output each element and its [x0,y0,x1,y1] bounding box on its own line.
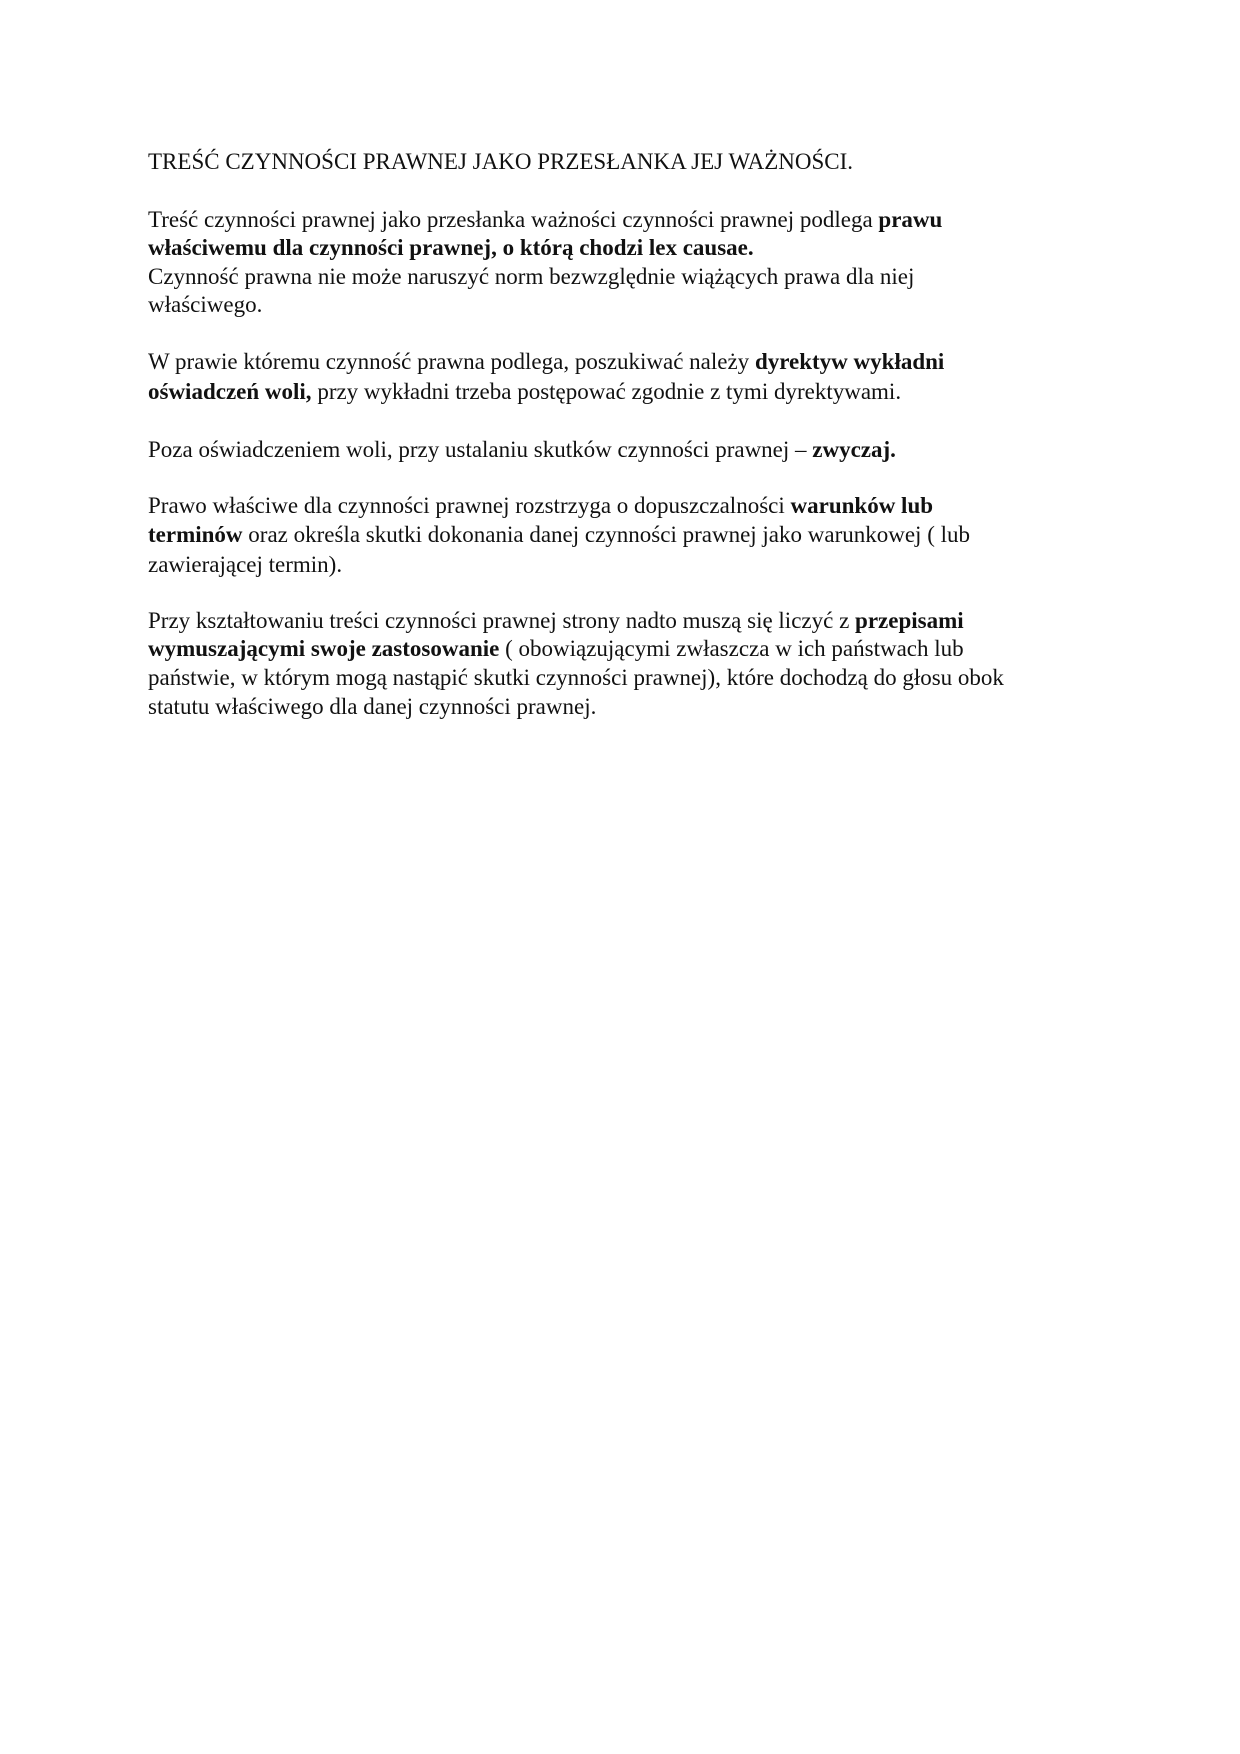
text: Przy kształtowaniu treści czynności prawnej strony nadto muszą się liczyć z [148,608,856,633]
bold-text: terminów [148,522,243,547]
text: Prawo właściwe dla czynności prawnej rozstrzyga o dopuszczalności [148,493,791,518]
text: Poza oświadczeniem woli, przy ustalaniu skutków czynności prawnej – [148,437,813,462]
bold-text: wymuszającymi swoje zastosowanie [148,636,500,661]
text-line [148,436,896,464]
text-line [148,521,970,549]
text-line [148,693,596,721]
text: oraz określa skutki dokonania danej czynności prawnej jako warunkowej ( lub [242,522,970,547]
bold-text: prawu [878,207,943,232]
text-line [148,263,914,291]
text: Treść czynności prawnej jako przesłanka ważności czynności prawnej podlega [148,207,879,232]
text: właściwego. [148,292,263,317]
bold-text: dyrektyw wykładni [754,349,945,374]
document-title: TREŚĆ CZYNNOŚCI PRAWNEJ JAKO PRZESŁANKA JEJ WAŻNOŚCI. [148,149,854,174]
bold-text: przepisami [855,608,964,633]
text: ( obowiązującymi zwłaszcza w ich państwach lub [499,636,964,661]
text: W prawie któremu czynność prawna podlega, poszukiwać należy [148,349,755,374]
text: zawierającej termin). [148,552,343,577]
text-line [148,635,964,663]
text: Czynność prawna nie może naruszyć norm bezwzględnie wiążących prawa dla niej [148,264,915,289]
bold-text: oświadczeń woli, [148,379,312,404]
text-line [148,206,942,234]
text-line [148,348,944,376]
text-line [148,378,901,406]
text: statutu właściwego dla danej czynności prawnej. [148,694,597,719]
bold-text: warunków lub [790,493,934,518]
text-line [148,492,933,520]
text: przy wykładni trzeba postępować zgodnie z tymi dyrektywami. [311,379,902,404]
text-line [148,234,754,262]
bold-text: właściwemu dla czynności prawnej, o którą chodzi lex causae. [148,235,754,260]
text-line [148,291,262,319]
bold-text: zwyczaj. [812,437,896,462]
text-line [148,607,964,635]
text-line [148,664,1004,692]
text: państwie, w którym mogą nastąpić skutki czynności prawnej), które dochodzą do głosu obok [148,665,1004,690]
text-line [148,551,342,579]
